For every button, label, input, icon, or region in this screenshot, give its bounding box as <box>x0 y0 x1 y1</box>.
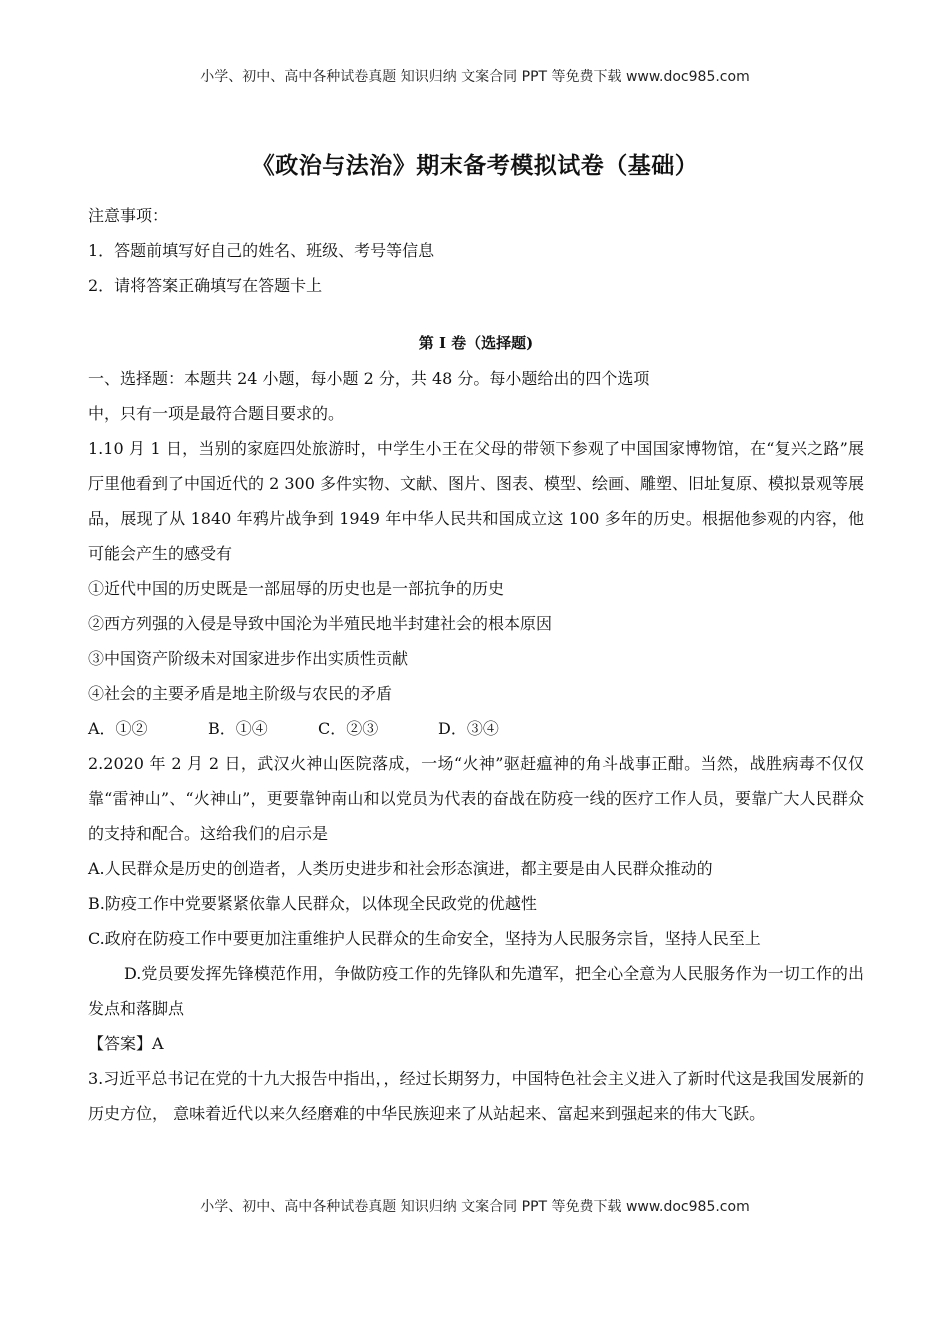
page-header: 小学、初中、高中各种试卷真题 知识归纳 文案合同 PPT 等免费下载 www.doc985.com <box>200 69 750 85</box>
note-item: 1．答题前填写好自己的姓名、班级、考号等信息 <box>88 241 435 260</box>
section-intro: 一、选择题：本题共 24 小题，每小题 2 分，共 48 分。每小题给出的四个选项 <box>88 369 650 388</box>
option-a: A．①② <box>88 719 148 738</box>
question-1-stem: 1.10 月 1 日，当别的家庭四处旅游时，中学生小王在父母的带领下参观了中国国家博物馆，在“复兴之路”展厅里他看到了中国近代的 2 300 多件实物、文献、图片、图表、模型、绘画、雕塑、旧址复原、模拟景观等展品，展现了从 1840 年鸦片战争到 1949 年中华人民共和国成立这 100 多年的历史。根据他参观的内容，他可能会产生的感受有 <box>88 439 864 563</box>
option-b: B．①④ <box>208 719 268 738</box>
notes-heading: 注意事项： <box>88 206 169 225</box>
option-c: C．②③ <box>318 719 379 738</box>
question-1-statement: ③中国资产阶级未对国家进步作出实质性贡献 <box>88 649 409 668</box>
option-d: D．③④ <box>438 719 499 738</box>
question-1-statement: ①近代中国的历史既是一部屈辱的历史也是一部抗争的历史 <box>88 579 505 598</box>
section-title: 第 I 卷（选择题) <box>418 334 534 352</box>
question-1-options <box>88 711 864 746</box>
question-1-statement: ④社会的主要矛盾是地主阶级与农民的矛盾 <box>88 684 393 703</box>
question-1-statement: ②西方列强的入侵是导致中国沦为半殖民地半封建社会的根本原因 <box>88 614 553 633</box>
question-3-stem: 3.习近平总书记在党的十九大报告中指出，，经过长期努力，中国特色社会主义进入了新时代这是我国发展新的历史方位， 意味着近代以来久经磨难的中华民族迎来了从站起来、富起来到强起来的伟大飞跃。 <box>88 1069 864 1123</box>
document-title: 《政治与法治》期末备考模拟试卷（基础） <box>251 152 699 179</box>
page-footer: 小学、初中、高中各种试卷真题 知识归纳 文案合同 PPT 等免费下载 www.doc985.com <box>200 1199 750 1215</box>
section-intro: 中，只有一项是最符合题目要求的。 <box>88 404 345 423</box>
note-item: 2．请将答案正确填写在答题卡上 <box>88 276 323 295</box>
question-2-option-a: A.人民群众是历史的创造者，人类历史进步和社会形态演进，都主要是由人民群众推动的 <box>88 859 713 878</box>
question-2-stem: 2.2020 年 2 月 2 日，武汉火神山医院落成，一场“火神”驱赶瘟神的角斗战事正酣。当然，战胜病毒不仅仅靠“雷神山”、“火神山”，更要靠钟南山和以党员为代表的奋战在防疫一线的医疗工作人员，要靠广大人民群众的支持和配合。这给我们的启示是 <box>88 754 864 843</box>
document-body <box>88 198 864 1131</box>
question-2-answer: 【答案】A <box>88 1034 164 1053</box>
question-2-option-b: B.防疫工作中党要紧紧依靠人民群众，以体现全民政党的优越性 <box>88 894 537 913</box>
question-2-option-d: D.党员要发挥先锋模范作用，争做防疫工作的先锋队和先遣军，把全心全意为人民服务作为一切工作的出发点和落脚点 <box>88 964 864 1018</box>
question-2-option-c: C.政府在防疫工作中要更加注重维护人民群众的生命安全，坚持为人民服务宗旨，坚持人民至上 <box>88 929 761 948</box>
